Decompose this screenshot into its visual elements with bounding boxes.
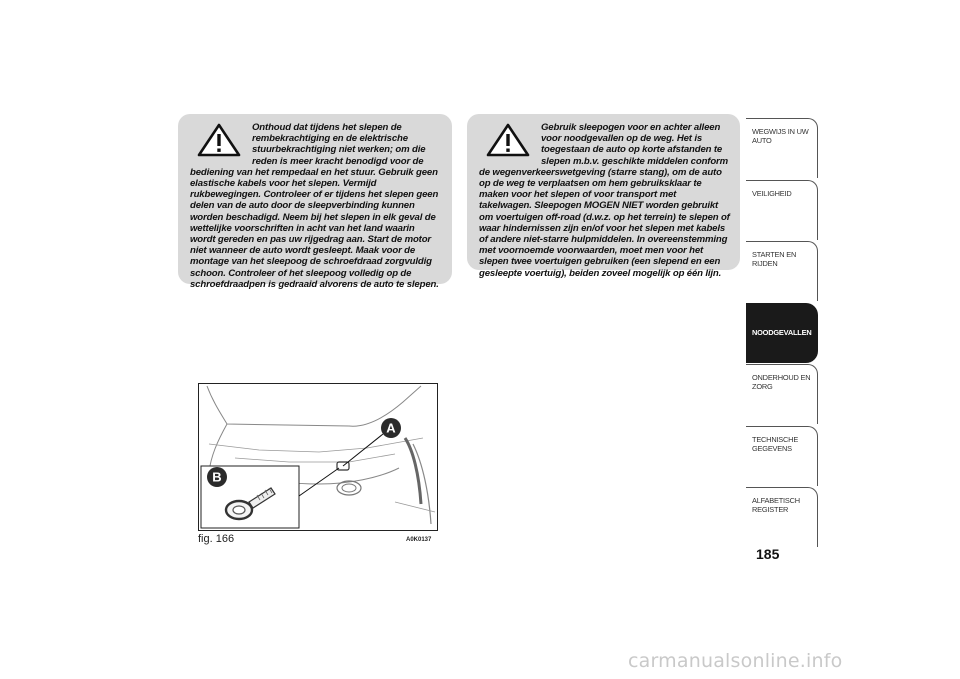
tab-noodgevallen[interactable]: NOODGEVALLEN xyxy=(746,303,818,363)
label-a: A xyxy=(386,420,396,436)
figure-caption: fig. 166 xyxy=(198,533,235,545)
warning-triangle-icon xyxy=(485,122,533,160)
figure-code: A0K0137 xyxy=(406,537,432,543)
tab-veiligheid[interactable]: VEILIGHEID xyxy=(746,180,818,240)
warning-box-towing-brakes xyxy=(178,114,452,290)
tab-wegwijs-in-uw-auto[interactable]: WEGWIJS IN UW AUTO xyxy=(746,118,818,178)
chapter-tabs xyxy=(746,118,818,549)
car-rear-drawing xyxy=(199,384,437,530)
label-b: B xyxy=(212,469,222,485)
tab-alfabetisch-register[interactable]: ALFABETISCH REGISTER xyxy=(746,487,818,547)
warning-triangle-icon xyxy=(196,122,244,160)
tab-starten-en-rijden[interactable]: STARTEN EN RIJDEN xyxy=(746,241,818,301)
warning-text: Onthoud dat tijdens het slepen de rembekrachtiging en de elektrische stuurbekrachtiging niet werken; om die reden is meer kracht benodigd voor de bediening van het rempedaal en het stuur. Gebruik geen elastische kabels voor het slepen. Vermijd rukbewegingen. Controleer of er tijdens het slepen geen delen van de auto door de sleepverbinding kunnen worden beschadigd. Neem bij het slepen in elk geval de wettelijke voorschriften in acht van het land waarin wordt gereden en pas uw rijgedrag aan. Start de motor niet wanneer de auto wordt gesleept. Maak voor de montage van het sleepoog de schroefdraad zorgvuldig schoon. Controleer of het sleepoog volledig op de schroefdraadpen is gedraaid alvorens de auto te slepen. xyxy=(190,122,439,290)
tab-onderhoud-en-zorg[interactable]: ONDERHOUD EN ZORG xyxy=(746,364,818,424)
tow-eye-illustration xyxy=(198,383,438,531)
warning-text: Gebruik sleepogen voor en achter alleen voor noodgevallen op de weg. Het is toegestaan de auto op korte afstanden te slepen m.b.v. geschikte middelen conform de wegenverkeerswetgeving (starre stang), om de auto op de weg te verplaatsen om hem gebruiksklaar te maken voor het slepen of voor transport met takelwagen. Sleepogen MOGEN NIET worden gebruikt om voertuigen off-road (d.w.z. op het terrein) te slepen of waar hindernissen zijn en/of voor het slepen met kabels of andere niet-starre hulpmiddelen. In overeenstemming met voornoemde voorwaarden, moet men voor het slepen twee voertuigen gebruiken (een slepend en een gesleepte voertuig), beiden zoveel mogelijk op één lijn. xyxy=(479,122,730,279)
warning-box-towing-eyes xyxy=(467,114,740,279)
tab-technische-gegevens[interactable]: TECHNISCHE GEGEVENS xyxy=(746,426,818,486)
watermark: carmanualsonline.info xyxy=(628,650,843,672)
page-number: 185 xyxy=(756,546,780,562)
